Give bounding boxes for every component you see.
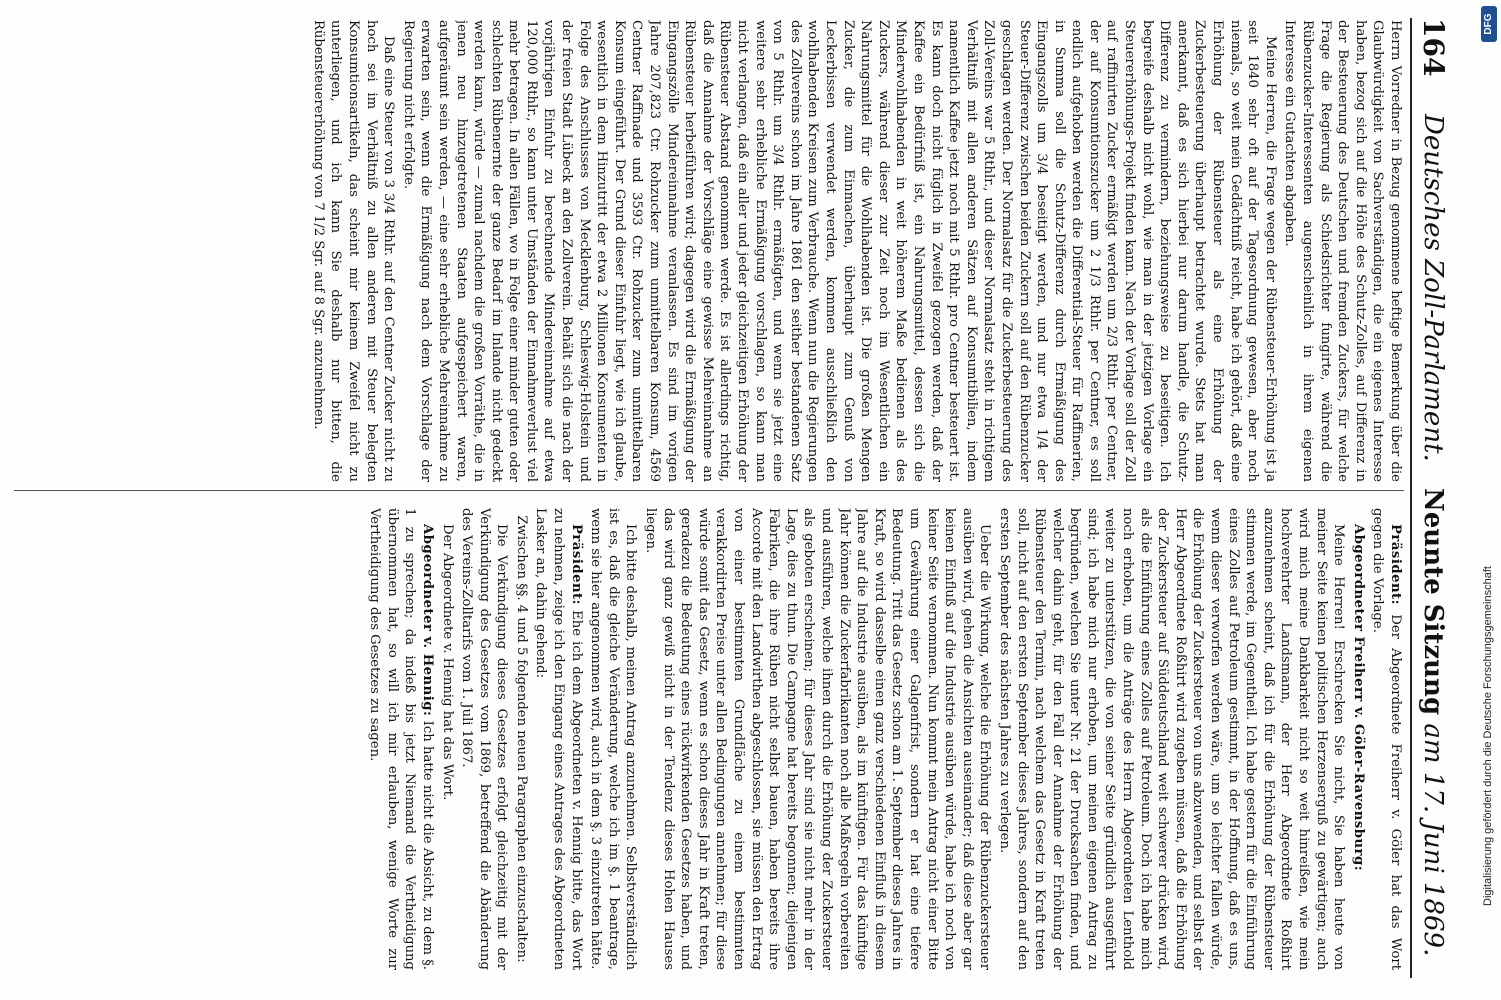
goeler-paragraph-2: Ueber die Wirkung, welche die Erhöhung der Rübenzuckersteuer ausüben wird, gehen die Ansichten auseinander; daß diese aber gar keinen Einfluß auf die Industrie ausüben würde, habe ich noch von keiner Seite vernommen. Nun kommt mein Antrag nicht einer Bitte um Gewährung einer Galgenfrist, sondern er hat eine tiefere Bedeutung. Tritt das Gesetz schon am 1. September dieses Jahres in Kraft, so wird dasselbe einen ganz verschiedenen Einfluß in diesem Jahre auf die Industrie ausüben, als im künftigen. Für das künftige Jahr können die Zuckerfabrikanten noch alle Maßregeln vorbereiten und ausführen, welche ihnen durch die Erhöhung der Zuckersteuer als geboten erscheinen; für dieses Jahr sind sie nicht mehr in der Lage, dies zu thun. Die Campagne hat bereits begonnen; diejenigen Fabriken, die ihre Rüben nicht selbst bauen, haben bereits ihre Accorde mit den Landwirthen abgeschlossen, sie müssen den Ertrag von einer bestimmten Grundfläche zu einem bestimmten verakkordirten Preise unter allen Bedingungen annehmen; für diese würde somit das Gesetz, wenn es schon dieses Jahr in Kraft treten, geradezu die Bedeutung eines rückwirkenden Gesetzes haben, und das wird ganz gewiß nicht in der Tendenz dieses Hohen Hauses liegen.	[643, 508, 993, 970]
speech-text: Ehe ich dem Abgeordneten v. Hennig bitte, das Wort zu nehmen, zeige ich den Eingang eines Antrages des Abgeordneten Lasker an, dahin gehend:	[533, 508, 584, 970]
page-header	[1414, 18, 1454, 978]
goeler-speaker	[1349, 508, 1367, 970]
president-after: Der Abgeordnete v. Hennig hat das Wort.	[439, 524, 455, 801]
speaker-label: Abgeordneter v. Hennig:	[419, 524, 435, 717]
left-column	[14, 20, 1404, 482]
speaker-label: Präsident:	[1388, 524, 1403, 606]
session-title	[1418, 488, 1448, 956]
lasker-text: Die Verkündigung dieses Gesetzes erfolgt gleichzeitig mit der Verkündigung des Gesetzes vom 1869, betreffend die Abänderung des Vereins-Zolltarifs vom 1. Juli 1867.	[459, 508, 510, 970]
speech-text: Der Abgeordnete Freiherr v. Göler hat das Wort gegen die Vorlage.	[1370, 508, 1403, 970]
publication-title: Deutsches Zoll-Parlament.	[1418, 114, 1448, 462]
column-divider	[14, 490, 1404, 491]
left-paragraph-3: Daß eine Steuer von 3 3/4 Rthlr. auf den Centner Zucker nicht zu hoch sei im Verhältniß zu allen anderen mit Steuer belegten Konsumtionsartikeln, das scheint mir keinem Zweifel nicht zu unterliegen, und ich kann Sie deshalb nur bitten, die Rübensteuererhöhung von 7 1/2 Sgr. auf 8 Sgr. anzunehmen.	[310, 20, 397, 482]
session-name: Neunte Sitzung	[1418, 488, 1448, 716]
goeler-paragraph-1: Meine Herren! Erschrecken Sie nicht, Sie haben heute von meiner Seite keinen politischen Herzenserguß zu gewärtigen; auch wird mich meine Dankbarkeit nicht so weit hinreißen, wie mein hochverehrter Landsmann, der Herr Abgeordnete Roßhirt anzunehmen scheint, daß ich für die Erhöhung der Rübensteuer stimmen werde, im Gegentheil. Ich habe gestern für die Einführung eines Zolles auf Petroleum gestimmt, in der Hoffnung, daß es uns, wenn dieser verworfen werden wäre, um so leichter fallen würde, die Erhöhung der Zuckersteuer von uns abzuwenden, und selbst der Herr Abgeordnete Roßhirt wird zugeben müssen, daß die Erhöhung der Zuckersteuer auf Süddeutschland weit schwerer drücken wird, als die Einführung eines Zolles auf Petroleum. Doch ich habe mich noch erhoben, um die Anträge des Herrn Abgeordneten Lenthold weiter zu unterstützen, die von seiner Seite gründlich ausgeführt sind; ich habe mich nur erhoben, um meinen eigenen Antrag zu begründen, welchen Sie unter Nr. 21 der Drucksachen finden, und welcher dahin geht, für den Fall der Annahme der Erhöhung der Rübensteuer den Termin, nach welchem das Gesetz in Kraft treten soll, nicht auf den ersten September dieses Jahres, sondern auf den ersten September des nächsten Jahres zu verlegen.	[996, 508, 1347, 970]
digitization-note: Digitalisierung gefördert durch die Deutsche Forschungsgemeinschaft	[1482, 566, 1494, 906]
session-date: am 17. Juni 1869.	[1418, 723, 1448, 957]
president-statement-1	[1369, 508, 1404, 970]
goeler-paragraph-3: Ich bitte deshalb, meinen Antrag anzunehmen. Selbstverständlich ist es, daß die gleiche Veränderung, welche ich im §. 1 beantrage, wenn sie hier angenommen wird, auch in dem §. 3 einzutreten hätte.	[588, 508, 639, 970]
speaker-label: Präsident:	[568, 524, 584, 606]
left-paragraph-2: Meine Herren, die Frage wegen der Rübensteuer-Erhöhung ist ja seit 1840 sehr oft auf der Tagesordnung gewesen, aber noch niemals, so weit mein Gedächtniß reicht, habe ich gehört, daß eine Erhöhung der Rübensteuer als eine Erhöhung der Zuckerbesteuerung überhaupt betrachtet wurde. Stets hat man anerkannt, daß es sich hierbei nur darum handle, die Schutz-Differenz zu vermindern, beziehungsweise zu beseitigen. Ich begreife deshalb nicht wohl, wie man in der jetzigen Vorlage ein Steuererhöhungs-Projekt finden kann. Nach der Vorlage soll der Zoll auf raffinirten Zucker ermäßigt werden um 2/3 Rthlr. per Centner, der auf Konsumtionszucker um 2 1/3 Rthlr. per Centner, es soll endlich aufgehoben werden die Differential-Steuer für Raffinerien, in Summa soll die Schutz-Differenz durch Ermäßigung des Eingangszolls um 3/4 beseitigt werden, und nur etwa 1/4 der Steuer-Differenz zwischen beiden Zuckern soll auf den Rübenzucker geschlagen werden. Der Normalsatz für die Zuckerbesteuerung des Zoll-Vereins war 5 Rthlr., und dieser Normalsatz steht in richtigem Verhältniß mit allen anderen Sätzen auf Konsumtibilien, indem namentlich Kaffee jetzt noch mit 5 Rthlr. pro Centner besteuert ist. Es kann doch nicht füglich in Zweifel gezogen werden, daß der Kaffee ein Bedürfniß ist, ein Nahrungsmittel, dessen sich die Minderwohlhabenden in weit höherem Maße bedienen als des Zuckers, während dieser zur Zeit noch im Wesentlichen ein Nahrungsmittel für die Wohlhabenden ist. Die großen Mengen Zucker, die zum Einmachen, überhaupt zum Genuß von Leckerbissen verwendet werden, kommen ausschließlich den wohlhabenden Kreisen zum Verbrauche. Wenn nun die Regierungen des Zollvereins schon im Jahre 1861 den seither bestandenen Satz von 5 Rthlr. um 3/4 Rthlr. ermäßigten, und wenn sie jetzt eine weitere sehr erhebliche Ermäßigung vorschlagen, so kann man nicht verlangen, daß ein aller und jeder gleichzeitigen Erhöhung der Rübensteuer Abstand genommen werde. Es ist allerdings richtig, daß die Annahme der Vorschläge eine gewisse Mehreinnahme an Rübensteuer herbeiführen wird; dagegen wird die Ermäßigung der Eingangszölle Mindereinnahme veranlassen. Es sind im vorigen Jahre 207,823 Ctr. Rohzucker zum unmittelbaren Konsum, 4569 Centner Raffinade und 3593 Ctr. Rohzucker zum unmittelbaren Konsum eingeführt. Der Grund dieser Einfuhr liegt, wie ich glaube, wesentlich in dem Hinzutritt der etwa 2 Millionen Konsumenten in Folge des Anschlusses von Mecklenburg, Schleswig-Holstein und der freien Stadt Lübeck an den Zollverein. Behält sich die nach der vorjährigen Einfuhr zu berechnende Mindereinnahme auf etwa 120,000 Rthlr., so kann unter Umständen der Einnahmeverlust viel mehr betragen. In allen Fällen, wo in Folge einer minder guten oder schlechten Rübenernte der ganze Bedarf im Inlande nicht gedeckt werden kann, würde — zumal nachdem die großen Vorräthe, die in jenen neu hinzugetretenen Staaten aufgespeichert waren, aufgeräumt sein werden, — eine sehr erhebliche Mehreinnahme zu erwarten sein, wenn die Ermäßigung nach dem Vorschlage der Regierung nicht erfolgte.	[400, 20, 1278, 482]
digitization-footer	[1478, 0, 1498, 1000]
header-rule	[1410, 18, 1412, 978]
hennig-statement	[366, 508, 436, 970]
left-paragraph-1: Herrn Vorredner in Bezug genommene heftige Bemerkung über die Glaubwürdigkeit von Sachverständigen, die ein eigenes Interesse haben, bezog sich auf die Höhe des Schutz-Zolles, auf Differenz in der Besteuerung des Deutschen und fremden Zuckers, für welche Frage die Regierung als Schiedsrichter fungirte, während die Rübenzucker-Interessenten augenscheinlich in ihrem eigenen Interesse ein Gutachten abgaben.	[1282, 20, 1403, 482]
lasker-intro: Zwischen §§. 4 und 5 folgenden neuen Paragraphen einzuschalten:	[513, 515, 529, 963]
dfg-logo-text: DFG	[1483, 13, 1494, 35]
speaker-label: Abgeordneter Freiherr v. Göler-Ravensburg:	[1350, 524, 1366, 872]
speech-text: Ich hatte nicht die Absicht, zu dem §. 1 zu sprechen; da indeß bis jetzt Niemand die Vertheidigung übernommen hat, so will ich mir erlauben, wenige Worte zur Vertheidigung des Gesetzes zu sagen.	[367, 508, 435, 970]
right-column	[14, 508, 1404, 970]
president-statement-2	[532, 508, 585, 970]
page-number: 164	[1417, 18, 1450, 77]
